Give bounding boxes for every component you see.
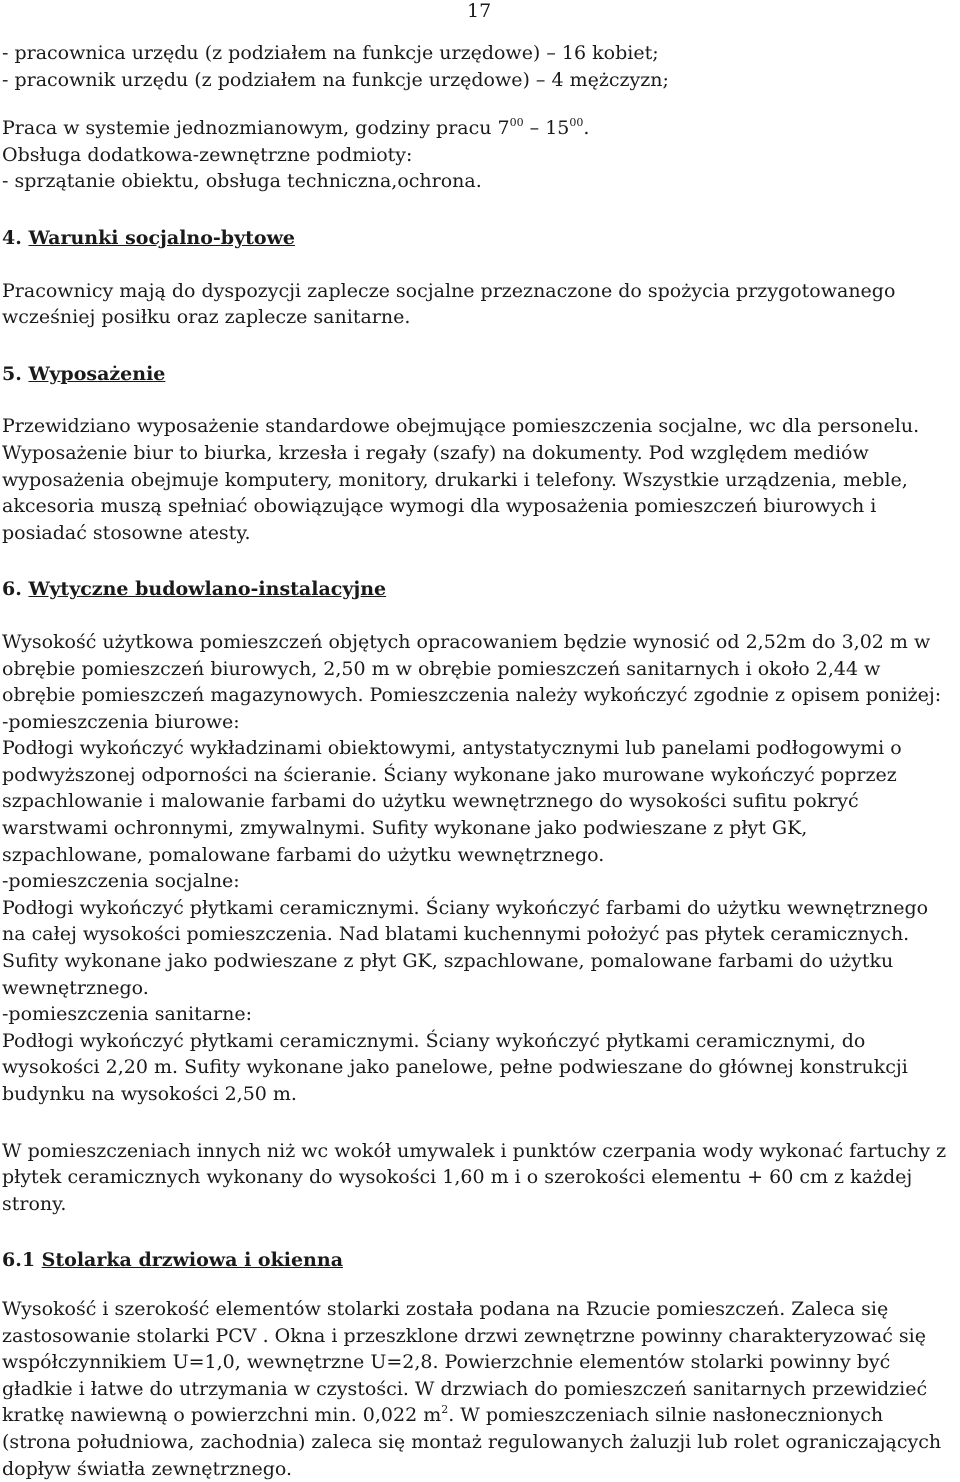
section-6-1-body	[2, 1296, 952, 1482]
section-6-1-title: Stolarka drzwiowa i okienna	[41, 1249, 343, 1272]
other-rooms-text: W pomieszczeniach innych niż wc wokół umywalek i punktów czerpania wody wykonać fartuchy z płytek ceramicznych wykonany do wysokości 1,60 m i o szerokości elementu + 60 cm z każdej strony.	[2, 1139, 947, 1215]
sanitary-rooms-label: -pomieszczenia sanitarne:	[2, 1003, 253, 1026]
social-rooms-label: -pomieszczenia socjalne:	[2, 870, 240, 893]
external-services-label: Obsługa dodatkowa-zewnętrzne podmioty:	[2, 143, 413, 166]
external-services-list: - sprzątanie obiektu, obsługa techniczna,ochrona.	[2, 170, 482, 193]
working-hours	[2, 115, 952, 142]
section-6-1-heading	[2, 1247, 952, 1274]
sanitary-rooms-text: Podłogi wykończyć płytkami ceramicznymi. Ściany wykończyć płytkami ceramicznymi, do wysokości 2,20 m. Sufity wykonane jako panelowe, pełne podwieszane do głównej konstrukcji budynku na wysokości 2,50 m.	[2, 1029, 908, 1105]
social-rooms-text: Podłogi wykończyć płytkami ceramicznymi. Ściany wykończyć farbami do użytku wewnętrznego na całej wysokości pomieszczenia. Nad blatami kuchennymi położyć pas płytek ceramicznych. Sufity wykonane jako podwieszane z płyt GK, szpachlowane, pomalowane farbami do użytku wewnętrznego.	[2, 896, 929, 999]
section-5-number: 5.	[2, 362, 29, 385]
section-6-number: 6.	[2, 578, 29, 601]
working-hours-prefix: Praca w systemie jednozmianowym, godziny pracu 7	[2, 117, 510, 140]
section-6-1-number: 6.1	[2, 1249, 42, 1272]
working-hours-start-sup: 00	[509, 116, 524, 130]
working-hours-dash: – 15	[523, 117, 570, 140]
working-hours-end-sup: 00	[569, 116, 584, 130]
staff-line-women: - pracownica urzędu (z podziałem na funkcje urzędowe) – 16 kobiet;	[2, 42, 659, 64]
section-6-1-body-end: . W pomieszczeniach silnie nasłonecznionych (strona południowa, zachodnia) zaleca się montaż regulowanych żaluzji lub rolet ograniczających dopływ światła zewnętrznego.	[2, 1404, 942, 1480]
office-rooms-text: Podłogi wykończyć wykładzinami obiektowymi, antystatycznymi lub panelami podłogowymi o podwyższonej odporności na ścieranie. Ściany wykonane jako murowane wykończyć poprzez szpachlowanie i malowanie farbami do użytku wewnętrznego do wysokości sufitu pokryć warstwami ochronnymi, zmywalnymi. Sufity wykonane jako podwieszane z płyt GK, szpachlowane, pomalowane farbami do użytku wewnętrznego.	[2, 737, 902, 866]
staff-line-men: - pracownik urzędu (z podziałem na funkcje urzędowe) – 4 mężczyzn;	[2, 68, 669, 91]
office-rooms-label: -pomieszczenia biurowe:	[2, 710, 240, 733]
area-unit-sup: 2	[441, 1403, 449, 1417]
page-number: 17	[467, 0, 492, 22]
section-4-title: Warunki socjalno-bytowe	[28, 226, 296, 249]
section-5-body: Przewidziano wyposażenie standardowe obejmujące pomieszczenia socjalne, wc dla personelu. Wyposażenie biur to biurka, krzesła i regały (szafy) na dokumenty. Pod względem mediów wyposażenia obejmuje komputery, monitory, drukarki i telefony. Wszystkie urządzenia, meble, akcesoria muszą spełniać obowiązujące wymogi dla wyposażenia pomieszczeń biurowych i posiadać stosowne atesty.	[2, 415, 920, 544]
section-6-intro: Wysokość użytkowa pomieszczeń objętych opracowaniem będzie wynosić od 2,52m do 3,02 m w obrębie pomieszczeń biurowych, 2,50 m w obrębie pomieszczeń sanitarnych i około 2,44 w obrębie pomieszczeń magazynowych. Pomieszczenia należy wykończyć zgodnie z opisem poniżej:	[2, 630, 942, 707]
section-6-1-body-start: Wysokość i szerokość elementów stolarki została podana na Rzucie pomieszczeń. Zaleca się zastosowanie stolarki PCV . Okna i przeszklone drzwi zewnętrzne powinny charakteryzować się współczynnikiem U=1,0, wewnętrzne U=2,8. Powierzchnie elementów stolarki powinny być gładkie i łatwe do utrzymania w czystości. W drzwiach do pomieszczeń sanitarnych przewidzieć kratkę nawiewną o powierzchni min. 0,022 m	[2, 1297, 928, 1427]
section-5-heading	[2, 361, 952, 388]
section-5-title: Wyposażenie	[28, 362, 166, 385]
section-4-number: 4.	[2, 226, 29, 249]
section-6-title: Wytyczne budowlano-instalacyjne	[28, 578, 387, 601]
section-6-heading	[2, 576, 952, 603]
working-hours-end: .	[583, 117, 590, 140]
section-4-heading	[2, 225, 952, 252]
section-4-body: Pracownicy mają do dyspozycji zaplecze socjalne przeznaczone do spożycia przygotowanego wcześniej posiłku oraz zaplecze sanitarne.	[2, 279, 896, 329]
